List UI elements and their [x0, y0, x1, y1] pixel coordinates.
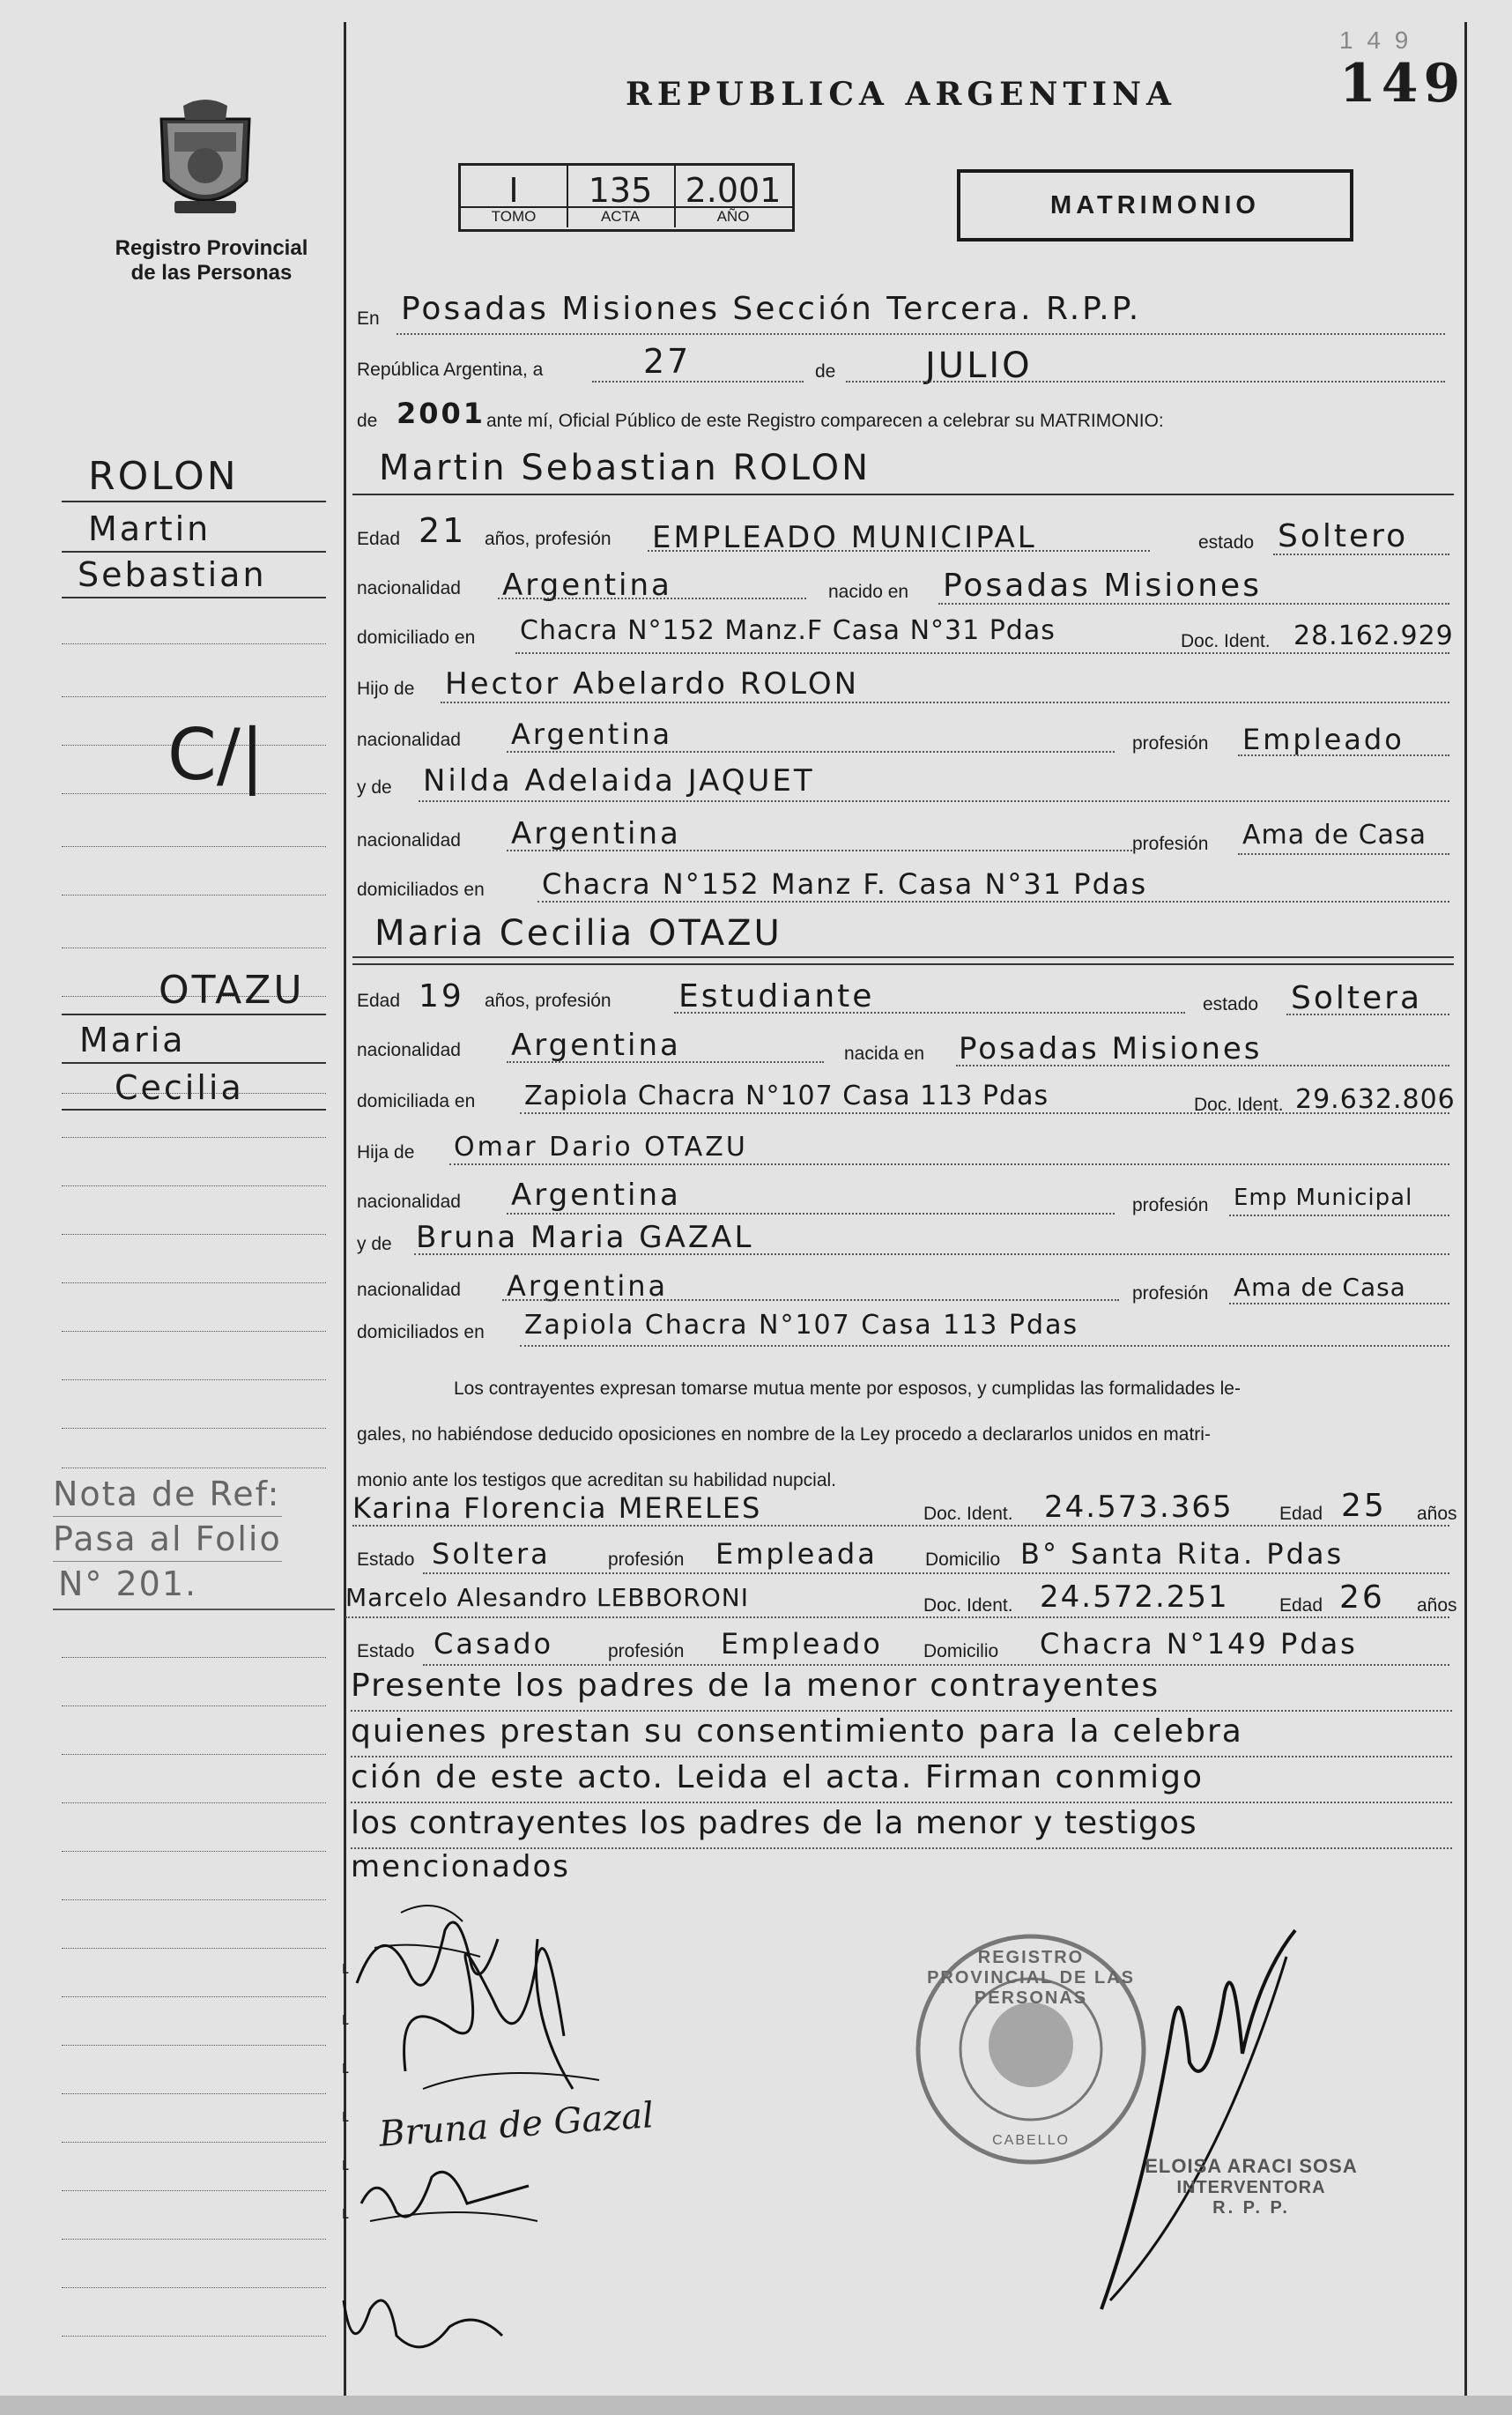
witness2-doc: 24.572.251 [1040, 1579, 1229, 1615]
declaration-line-1: Los contrayentes expresan tomarse mutua mente por esposos, y cumplidas las formalidades le- [454, 1378, 1241, 1399]
groom-margin-surname: ROLON [88, 454, 239, 499]
groom-doc-label: Doc. Ident. [1181, 631, 1271, 651]
witness2-doc-label: Doc. Ident. [923, 1595, 1013, 1616]
bride-madre-prof: Ama de Casa [1234, 1273, 1406, 1302]
observation-line-2: quienes prestan su consentimiento para la celebra [351, 1713, 1243, 1750]
bride-madre-prof-label: profesión [1132, 1283, 1209, 1304]
groom-domiciliados-label: domiciliados en [357, 880, 485, 900]
intro-text: ante mí, Oficial Público de este Registro comparecen a celebrar su MATRIMONIO: [486, 411, 1164, 431]
margin-note-line-1: Nota de Ref: [53, 1472, 282, 1517]
record-type-box: MATRIMONIO [957, 169, 1353, 242]
groom-padres-domicilio: Chacra N°152 Manz F. Casa N°31 Pdas [542, 867, 1148, 901]
groom-madre-prof: Ama de Casa [1242, 820, 1427, 851]
bride-nacida: Posadas Misiones [959, 1031, 1263, 1066]
witness1-dom-label: Domicilio [925, 1549, 1001, 1570]
groom-nacionalidad: Argentina [502, 568, 672, 603]
groom-anos-label: años, profesión [485, 529, 611, 549]
corner-pencil-mark: 1 4 9 [1339, 26, 1412, 54]
witness2-estado: Casado [434, 1627, 554, 1661]
bride-margin-given-2: Cecilia [115, 1068, 244, 1107]
witness2-anos-label: años [1417, 1595, 1457, 1616]
intro-place: Posadas Misiones Sección Tercera. R.P.P. [401, 291, 1142, 327]
groom-padre-nac-label: nacionalidad [357, 730, 461, 750]
groom-doc: 28.162.929 [1293, 620, 1454, 651]
groom-madre: Nilda Adelaida JAQUET [423, 763, 815, 799]
groom-padre-nac: Argentina [511, 717, 673, 751]
intro-year: 2001 [397, 397, 486, 430]
bride-doc-label: Doc. Ident. [1194, 1095, 1284, 1115]
bride-domicilio: Zapiola Chacra N°107 Casa 113 Pdas [524, 1081, 1049, 1111]
witness1-profesion: Empleada [715, 1537, 878, 1571]
groom-edad-label: Edad [357, 529, 401, 549]
bride-full-name: Maria Cecilia OTAZU [374, 913, 782, 954]
groom-profesion: EMPLEADO MUNICIPAL [652, 520, 1037, 555]
bride-yde-label: y de [357, 1234, 392, 1254]
tomo-value: I [508, 171, 519, 210]
witness2-edad-label: Edad [1279, 1595, 1323, 1616]
bride-padre-prof: Emp Municipal [1234, 1185, 1413, 1211]
bride-padre: Omar Dario OTAZU [454, 1132, 748, 1163]
observation-line-5: mencionados [351, 1849, 571, 1884]
witness1-estado: Soltera [432, 1537, 551, 1571]
ano-cell [674, 166, 792, 227]
acta-value: 135 [588, 171, 653, 210]
year-prefix-label: de [357, 411, 378, 431]
de-label: de [815, 361, 836, 382]
en-label: En [357, 308, 380, 329]
bride-profesion: Estudiante [678, 978, 875, 1014]
intro-month: JULIO [925, 346, 1033, 386]
declaration-paragraph [357, 1366, 1458, 1504]
observation-line-3: ción de este acto. Leida el acta. Firman conmigo [351, 1759, 1204, 1795]
ano-value: 2.001 [685, 171, 782, 210]
bride-hija-label: Hija de [357, 1142, 415, 1163]
witness1-edad-label: Edad [1279, 1504, 1323, 1524]
father-of-bride-signature [352, 2151, 546, 2234]
bride-estado-label: estado [1203, 994, 1259, 1014]
declaration-line-2: gales, no habiéndose deducido oposiciones en nombre de la Ley procedo a declararlos unidos en matri- [357, 1424, 1211, 1445]
groom-padre: Hector Abelardo ROLON [445, 666, 860, 702]
declaration-line-3: monio ante los testigos que acreditan su habilidad nupcial. [357, 1470, 837, 1490]
bride-padres-domicilio: Zapiola Chacra N°107 Casa 113 Pdas [524, 1310, 1079, 1341]
groom-nac-label: nacionalidad [357, 578, 461, 598]
official-signature [1075, 1921, 1339, 2322]
witness1-name: Karina Florencia MERELES [352, 1491, 762, 1525]
groom-full-name: Martin Sebastian ROLON [379, 448, 871, 488]
bride-madre-nac: Argentina [507, 1269, 669, 1303]
witness1-doc: 24.573.365 [1044, 1490, 1234, 1525]
witness2-profesion: Empleado [721, 1627, 883, 1661]
groom-madre-nac: Argentina [511, 816, 681, 851]
bride-padre-prof-label: profesión [1132, 1195, 1209, 1215]
stamp-ring-text: REGISTRO PROVINCIAL DE LAS PERSONAS [927, 1948, 1135, 2008]
bride-signature [388, 1913, 617, 2111]
bride-anos-label: años, profesión [485, 991, 611, 1011]
bottom-binding-strip [0, 2396, 1512, 2415]
witness1-anos-label: años [1417, 1504, 1457, 1524]
ano-label: AÑO [674, 206, 792, 226]
witness2-dom-label: Domicilio [923, 1641, 999, 1661]
bride-estado: Soltera [1291, 980, 1423, 1016]
witness2-domicilio: Chacra N°149 Pdas [1040, 1627, 1358, 1661]
folio-number: 149 [1339, 53, 1466, 115]
groom-hijo-label: Hijo de [357, 679, 415, 699]
groom-estado: Soltero [1278, 518, 1409, 554]
intro-day: 27 [643, 342, 692, 381]
mother-of-bride-signature: Bruna de Gazal [377, 2095, 656, 2155]
stamp-bottom-text: CABELLO [992, 2133, 1070, 2148]
groom-domicilio: Chacra N°152 Manz.F Casa N°31 Pdas [520, 615, 1056, 646]
witness2-name: Marcelo Alesandro LEBBORONI [345, 1583, 749, 1612]
witness-signature [335, 2274, 511, 2375]
groom-edad: 21 [419, 511, 467, 550]
witness1-prof-label: profesión [608, 1549, 685, 1570]
margin-note-line-3: N° 201. [58, 1564, 198, 1603]
tomo-label: TOMO [461, 206, 567, 226]
bride-dom-label: domiciliada en [357, 1091, 476, 1111]
groom-madre-nac-label: nacionalidad [357, 830, 461, 851]
groom-padre-prof: Empleado [1242, 723, 1405, 756]
groom-padre-prof-label: profesión [1132, 733, 1209, 754]
groom-margin-given-2: Sebastian [78, 555, 267, 594]
official-name: ELOISA ARACI SOSA [1145, 2155, 1358, 2177]
witness2-estado-label: Estado [357, 1641, 415, 1661]
provincial-seal-logo [148, 97, 263, 220]
groom-dom-label: domiciliado en [357, 628, 476, 648]
witness1-domicilio: B° Santa Rita. Pdas [1020, 1537, 1345, 1571]
tomo-cell [461, 166, 568, 227]
groom-margin-given-1: Martin [88, 509, 211, 548]
bride-nacionalidad: Argentina [511, 1028, 681, 1063]
official-title: INTERVENTORA [1176, 2178, 1326, 2197]
bride-nac-label: nacionalidad [357, 1040, 461, 1060]
groom-nacido: Posadas Misiones [943, 568, 1262, 604]
left-column-rule [344, 22, 346, 2415]
margin-note [53, 1472, 282, 1606]
bride-padre-nac-label: nacionalidad [357, 1192, 461, 1212]
groom-yde-label: y de [357, 777, 392, 798]
observation-line-1: Presente los padres de la menor contrayentes [351, 1668, 1160, 1704]
registry-name: Registro Provincial de las Personas [115, 236, 308, 285]
bride-edad: 19 [419, 978, 464, 1014]
record-number-box [458, 163, 795, 232]
witness2-edad: 26 [1339, 1579, 1385, 1616]
witness1-doc-label: Doc. Ident. [923, 1504, 1013, 1524]
groom-estado-label: estado [1198, 532, 1255, 553]
witness2-prof-label: profesión [608, 1641, 685, 1661]
bride-margin-given-1: Maria [79, 1021, 186, 1059]
bride-margin-surname: OTAZU [159, 968, 305, 1013]
bride-nacida-label: nacida en [844, 1044, 925, 1064]
right-column-rule [1464, 22, 1467, 2415]
margin-check-mark: C/| [167, 714, 264, 796]
republica-label: República Argentina, a [357, 360, 544, 380]
margin-note-line-2: Pasa al Folio [53, 1517, 282, 1562]
observation-line-4: los contrayentes los padres de la menor y testigos [351, 1805, 1197, 1841]
witness1-edad: 25 [1341, 1488, 1387, 1524]
bride-domiciliados-label: domiciliados en [357, 1322, 485, 1342]
official-name-block [1110, 2155, 1392, 2218]
bride-madre-nac-label: nacionalidad [357, 1280, 461, 1300]
acta-cell [567, 166, 676, 227]
bride-madre: Bruna Maria GAZAL [416, 1220, 754, 1255]
bride-doc: 29.632.806 [1295, 1084, 1456, 1115]
witness1-estado-label: Estado [357, 1549, 415, 1570]
bride-padre-nac: Argentina [511, 1178, 681, 1213]
acta-label: ACTA [567, 206, 674, 226]
bride-edad-label: Edad [357, 991, 401, 1011]
groom-madre-prof-label: profesión [1132, 834, 1209, 854]
official-org: R. P. P. [1212, 2198, 1290, 2218]
groom-nacido-label: nacido en [828, 582, 909, 602]
country-heading: REPUBLICA ARGENTINA [626, 76, 1176, 113]
